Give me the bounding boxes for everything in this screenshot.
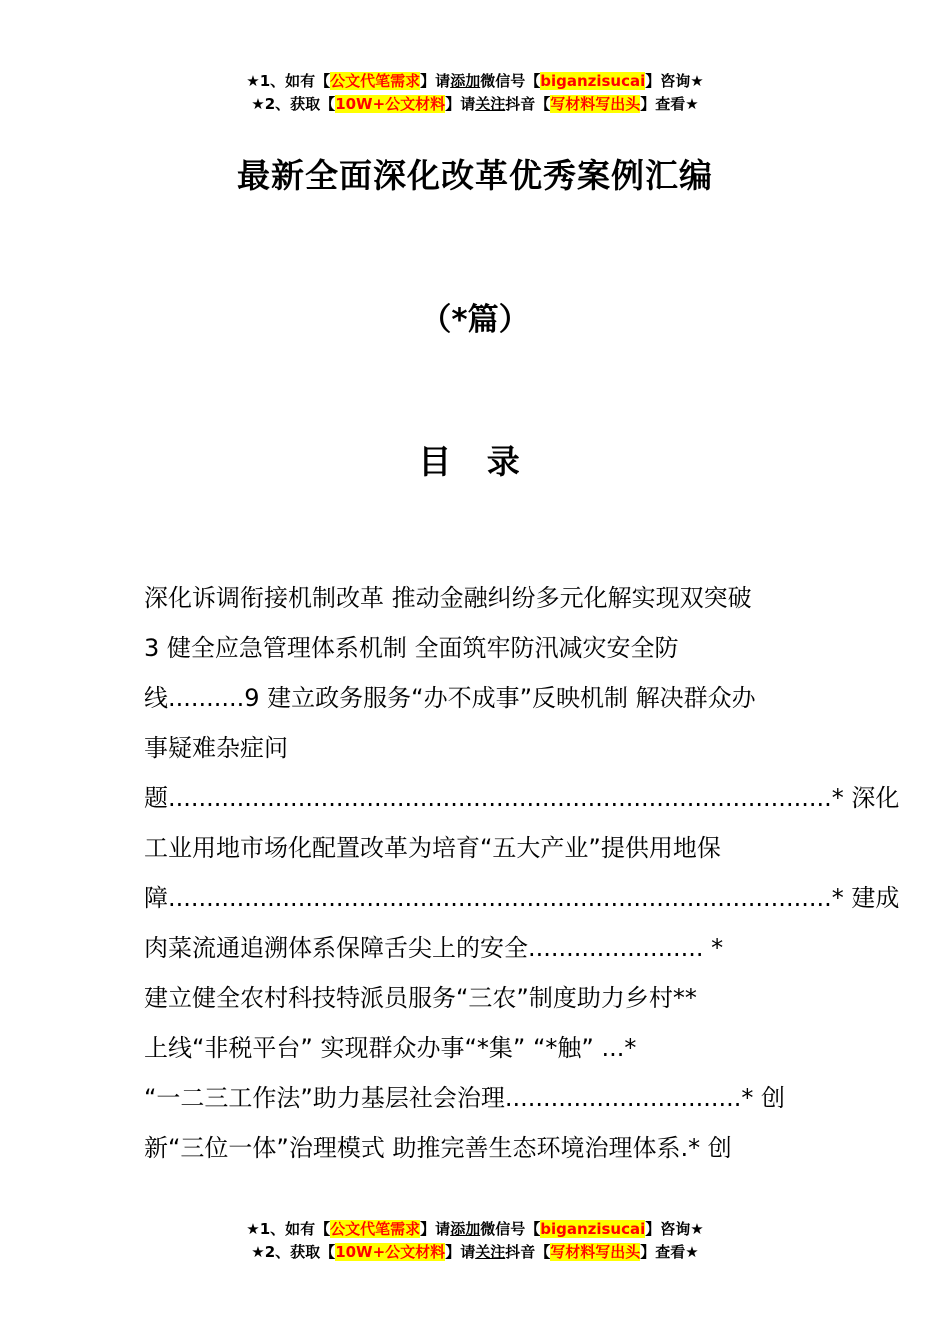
promo-underlined: 关注 (475, 1243, 506, 1261)
document-subtitle: （*篇） (420, 302, 530, 338)
promo-text: ★1、如有【 (246, 72, 331, 90)
promo-text: 抖音【 (505, 95, 551, 113)
promo-text: 】咨询★ (645, 1220, 704, 1238)
toc-line: 障.......................................................................................* 建成 (144, 884, 900, 912)
promo-line-2 (0, 93, 950, 116)
promo-header (0, 70, 950, 116)
promo-text: ★1、如有【 (246, 1220, 331, 1238)
promo-highlight: 10W+公文材料 (335, 1243, 446, 1261)
promo-footer (0, 1218, 950, 1264)
promo-text: 】请 (445, 95, 476, 113)
promo-text: 】请 (420, 1220, 451, 1238)
promo-underlined: 添加 (450, 1220, 481, 1238)
promo-text: 】咨询★ (645, 72, 704, 90)
promo-text: 抖音【 (505, 1243, 551, 1261)
promo-line-2 (0, 1241, 950, 1264)
toc-line: 事疑难杂症问 (144, 734, 288, 762)
promo-text: 微信号【 (480, 1220, 541, 1238)
toc-line: “一二三工作法”助力基层社会治理...............................* 创 (144, 1084, 785, 1112)
promo-highlight: biganzisucai (540, 72, 646, 90)
toc-line: 线..........9 建立政务服务“办不成事”反映机制 解决群众办 (144, 684, 756, 712)
promo-highlight: 公文代笔需求 (330, 72, 421, 90)
promo-highlight: biganzisucai (540, 1220, 646, 1238)
promo-text: 】请 (420, 72, 451, 90)
table-of-contents (144, 573, 900, 1173)
toc-line: 新“三位一体”治理模式 助推完善生态环境治理体系.* 创 (144, 1134, 732, 1162)
promo-underlined: 添加 (450, 72, 481, 90)
promo-highlight: 写材料写出头 (550, 95, 641, 113)
document-title: 最新全面深化改革优秀案例汇编 (237, 156, 713, 195)
promo-line-1 (0, 70, 950, 93)
promo-line-1 (0, 1218, 950, 1241)
toc-line: 建立健全农村科技特派员服务“三农”制度助力乡村** (144, 984, 697, 1012)
toc-line: 工业用地市场化配置改革为培育“五大产业”提供用地保 (144, 834, 721, 862)
toc-line: 深化诉调衔接机制改革 推动金融纠纷多元化解实现双突破 (144, 584, 752, 612)
promo-underlined: 关注 (475, 95, 506, 113)
promo-text: 】查看★ (640, 95, 699, 113)
promo-highlight: 公文代笔需求 (330, 1220, 421, 1238)
toc-line: 肉菜流通追溯体系保障舌尖上的安全....................... * (144, 934, 724, 962)
promo-highlight: 10W+公文材料 (335, 95, 446, 113)
promo-text: ★2、获取【 (251, 95, 336, 113)
promo-text: 】请 (445, 1243, 476, 1261)
promo-highlight: 写材料写出头 (550, 1243, 641, 1261)
toc-line: 上线“非税平台” 实现群众办事“*集” “*触” ...* (144, 1034, 637, 1062)
toc-line: 3 健全应急管理体系机制 全面筑牢防汛减灾安全防 (144, 634, 679, 662)
toc-heading: 目 录 (418, 442, 532, 481)
promo-text: 微信号【 (480, 72, 541, 90)
toc-line: 题.......................................................................................* 深化 (144, 784, 900, 812)
promo-text: ★2、获取【 (251, 1243, 336, 1261)
promo-text: 】查看★ (640, 1243, 699, 1261)
